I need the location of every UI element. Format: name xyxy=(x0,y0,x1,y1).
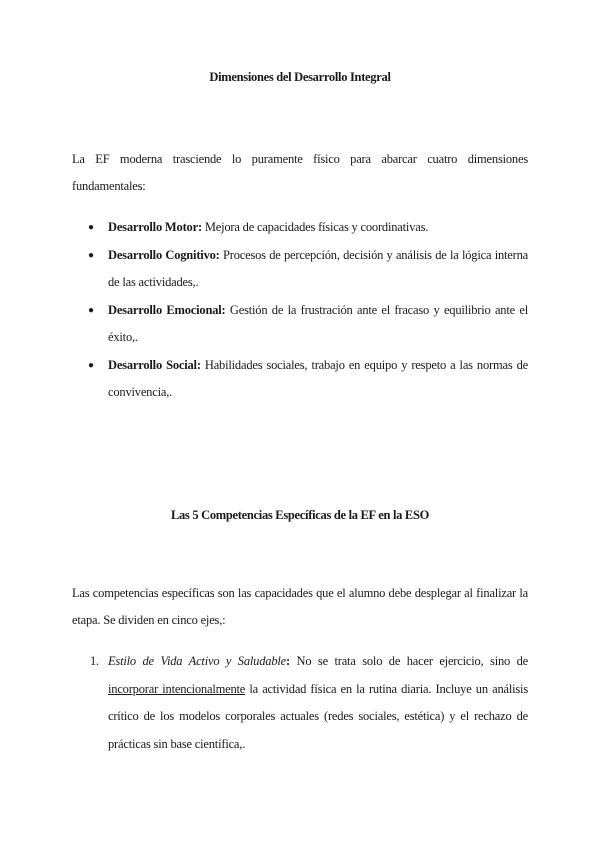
text-part-a: No se trata solo de hacer ejercicio, sino de xyxy=(289,654,528,668)
text-motor: Mejora de capacidades físicas y coordinativas. xyxy=(201,220,429,234)
text-part-b: la actividad física en la rutina diaria. Incluye un análisis crítico de los modelos corporales actuales (redes sociales, estética) y el rechazo de prácticas sin base científica,. xyxy=(108,681,528,751)
intro-paragraph-dimensiones: La EF moderna trasciende lo puramente físico para abarcar cuatro dimensiones fundamentales: xyxy=(72,152,528,193)
dimensions-list xyxy=(88,214,528,407)
bullet-icon: ● xyxy=(88,359,94,371)
text-emocional: Gestión de la frustración ante el fracaso y equilibrio ante el éxito,. xyxy=(108,302,528,344)
list-item-motor xyxy=(88,214,528,242)
list-item-emocional xyxy=(88,297,528,352)
term-colon: : xyxy=(286,654,290,668)
text-cognitivo: Procesos de percepción, decisión y análisis de la lógica interna de las actividades,. xyxy=(108,247,528,289)
bullet-icon: ● xyxy=(88,249,94,261)
section-title-dimensiones: Dimensiones del Desarrollo Integral xyxy=(209,70,391,84)
underlined-phrase: incorporar intencionalmente xyxy=(108,681,246,696)
list-item-social xyxy=(88,352,528,407)
competencias-list xyxy=(90,648,528,758)
list-item-cognitivo xyxy=(88,242,528,297)
term-cognitivo: Desarrollo Cognitivo: xyxy=(108,247,220,262)
term-emocional: Desarrollo Emocional: xyxy=(108,302,226,317)
bullet-icon: ● xyxy=(88,222,94,233)
list-item-competencia-1 xyxy=(90,648,528,758)
term-motor: Desarrollo Motor: xyxy=(108,220,202,234)
text-social: Habilidades sociales, trabajo en equipo y respeto a las normas de convivencia,. xyxy=(108,357,528,399)
intro-paragraph-competencias: Las competencias específicas son las capacidades que el alumno debe desplegar al finalizar la etapa. Se dividen en cinco ejes,: xyxy=(72,586,528,627)
item-number: 1. xyxy=(90,654,99,668)
section-title-competencias: Las 5 Competencias Específicas de la EF en la ESO xyxy=(170,508,430,522)
term-estilo-vida: Estilo de Vida Activo y Saludable xyxy=(108,654,286,668)
term-social: Desarrollo Social: xyxy=(108,357,201,372)
bullet-icon: ● xyxy=(88,304,94,316)
